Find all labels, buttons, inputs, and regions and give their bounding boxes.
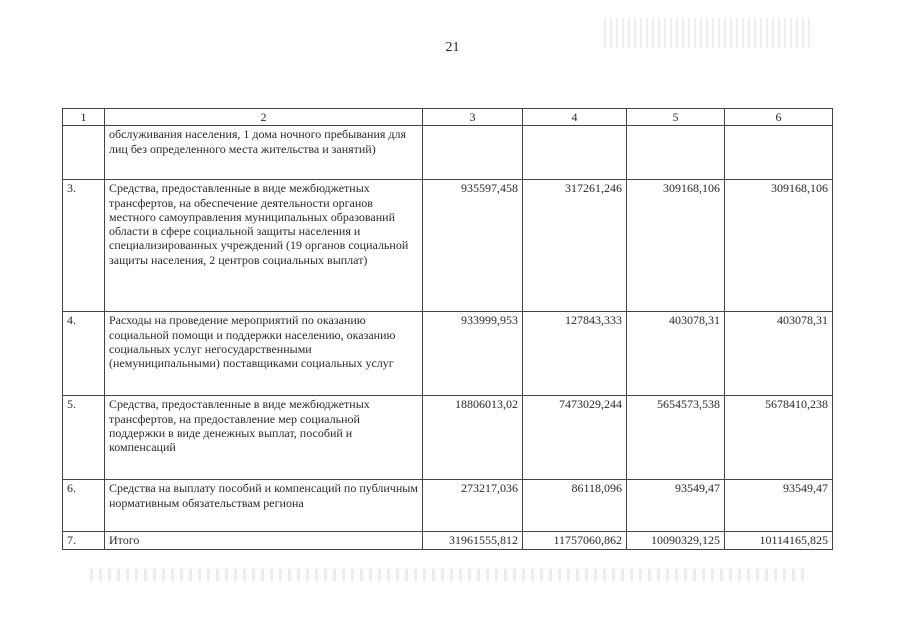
table-header-row [63, 109, 833, 126]
value-cell: 10114165,825 [725, 532, 833, 549]
table-row [63, 180, 833, 312]
value-cell: 93549,47 [627, 480, 725, 532]
row-number-cell: 4. [63, 312, 105, 396]
value-cell: 11757060,862 [523, 532, 627, 549]
value-cell: 309168,106 [627, 180, 725, 312]
value-cell: 317261,246 [523, 180, 627, 312]
header-cell: 2 [105, 109, 423, 126]
row-description: Итого [105, 532, 423, 549]
scan-artifact-bottom [90, 569, 810, 581]
row-description: Средства на выплату пособий и компенсаций по публичным нормативным обязательствам региона [105, 480, 423, 532]
row-number-cell [63, 126, 105, 180]
row-number-cell: 6. [63, 480, 105, 532]
row-description: обслуживания населения, 1 дома ночного пребывания для лиц без определенного места жительства и занятий) [105, 126, 423, 180]
value-cell: 31961555,812 [423, 532, 523, 549]
row-description: Расходы на проведение мероприятий по оказанию социальной помощи и поддержки населению, оказанию социальных услуг негосударственными (немуниципальными) поставщиками социальных услуг [105, 312, 423, 396]
report-table [62, 108, 833, 550]
row-description: Средства, предоставленные в виде межбюджетных трансфертов, на предоставление мер социальной поддержки в виде денежных выплат, пособий и компенсаций [105, 396, 423, 480]
value-cell: 7473029,244 [523, 396, 627, 480]
value-cell: 127843,333 [523, 312, 627, 396]
value-cell: 10090329,125 [627, 532, 725, 549]
table-row [63, 480, 833, 532]
row-number-cell: 5. [63, 396, 105, 480]
value-cell [725, 126, 833, 180]
value-cell: 309168,106 [725, 180, 833, 312]
value-cell: 933999,953 [423, 312, 523, 396]
header-cell: 1 [63, 109, 105, 126]
value-cell [523, 126, 627, 180]
value-cell: 93549,47 [725, 480, 833, 532]
header-cell: 5 [627, 109, 725, 126]
page-number: 21 [445, 40, 460, 55]
value-cell: 403078,31 [725, 312, 833, 396]
value-cell [627, 126, 725, 180]
value-cell [423, 126, 523, 180]
header-cell: 3 [423, 109, 523, 126]
row-number-cell: 3. [63, 180, 105, 312]
table-row [63, 396, 833, 480]
value-cell: 5654573,538 [627, 396, 725, 480]
header-cell: 6 [725, 109, 833, 126]
table-row [63, 126, 833, 180]
table-row [63, 312, 833, 396]
value-cell: 86118,096 [523, 480, 627, 532]
row-description: Средства, предоставленные в виде межбюджетных трансфертов, на обеспечение деятельности органов местного самоуправления муниципальных образований области в сфере социальной защиты населения и специализированных учреждений (19 органов социальной защиты населения, 2 центров социальных выплат) [105, 180, 423, 312]
value-cell: 935597,458 [423, 180, 523, 312]
table-row-total [63, 532, 833, 549]
value-cell: 273217,036 [423, 480, 523, 532]
value-cell: 5678410,238 [725, 396, 833, 480]
value-cell: 18806013,02 [423, 396, 523, 480]
row-number-cell: 7. [63, 532, 105, 549]
header-cell: 4 [523, 109, 627, 126]
value-cell: 403078,31 [627, 312, 725, 396]
